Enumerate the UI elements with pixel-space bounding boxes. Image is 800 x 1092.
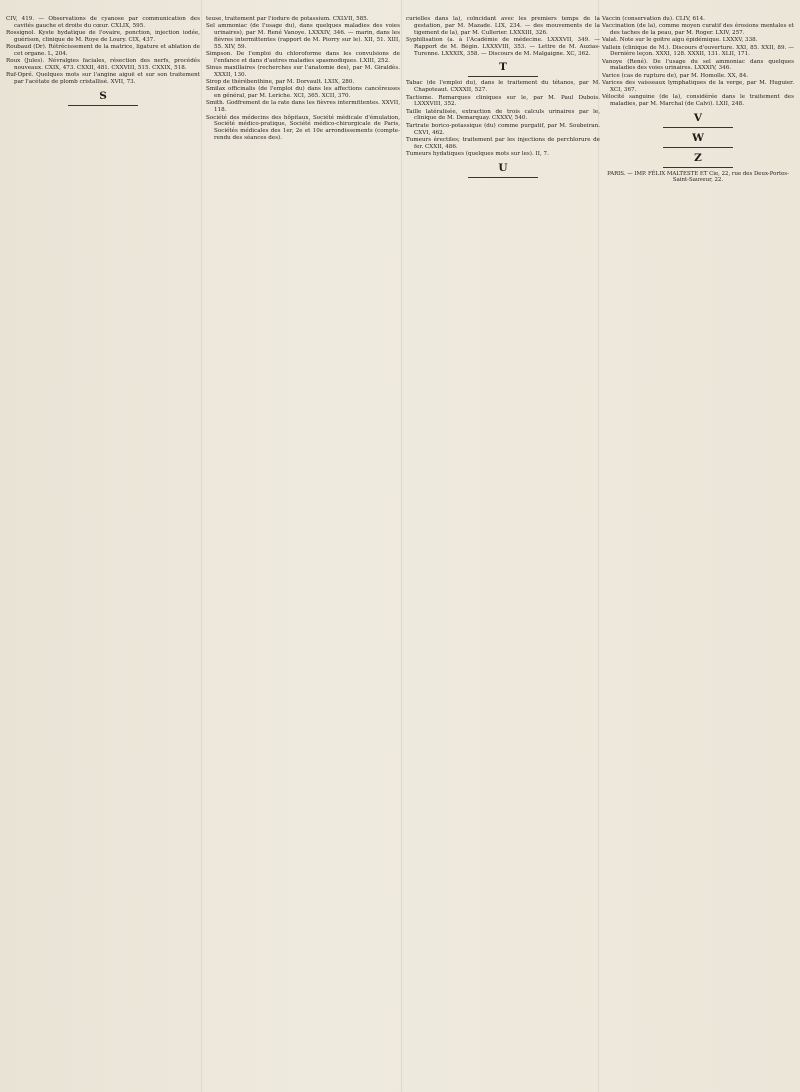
index-entry: Sirop de thérébenthine, par M. Dorvault. LXIX, 280. bbox=[206, 79, 355, 86]
index-entry: teuse, traitement par l'iodure de potassium. CXLVII, 585. bbox=[206, 16, 369, 22]
column-rule bbox=[401, 0, 402, 1092]
section-letter-t: T bbox=[499, 61, 507, 74]
index-entry: Valleix (clinique de M.). Discours d'ouverture. XXI, 85. XXII, 89. — Dernière leçon. XXXI, 128. XXXII, 131. XLII, 171. bbox=[602, 44, 794, 58]
index-entry: Varice (cas de rupture de), par M. Homolle. XX, 84. bbox=[602, 72, 749, 79]
index-entry: Roubaud (Dr). Rétrécissement de la matrice, ligature et ablation de cet organe. L, 204. bbox=[6, 44, 200, 57]
index-entry: Vanoye (René). De l'usage du sel ammoniac dans quelques maladies des voies urinaires. LXXXIV, 346. bbox=[602, 58, 794, 72]
index-column-2 bbox=[206, 16, 400, 1082]
section-letter-w: W bbox=[692, 131, 704, 144]
index-entry: curielles dans la), coïncidant avec les premiers temps de la gestation, par M. Mazade. LIX, 234. — des mouvements de la tigement de la), par M. Cullerier. LXXXIII, 326. bbox=[406, 16, 600, 36]
printer-imprint: PARIS. — IMP. FÉLIX MALTESTE ET Cie, 22, rue des Deux-Portes-Saint-Sauveur, 22. bbox=[607, 170, 789, 184]
index-entry: Vélocité sanguine (de la), considérée dans le traitement des maladies, par M. Marchal (de Calvi). LXII, 248. bbox=[602, 94, 794, 107]
index-entry: Smilax officinalis (de l'emploi du) dans les affections cancéreuses en général, par M. Leriche. XCI, 365. XCII, 370. bbox=[206, 86, 400, 100]
index-entry: Simpson. De l'emploi du chloroforme dans les convulsions de l'enfance et dans d'autres maladies spasmodiques. LXIII, 252. bbox=[206, 51, 400, 64]
index-entry: Rossignol. Kyste hydatique de l'ovaire, ponction, injection iodée, guérison, clinique de M. Roye de Loury. CIX, 437. bbox=[6, 30, 200, 43]
column-rule bbox=[201, 0, 202, 1092]
index-entry: Smith. Godfrement de la rate dans les fièvres intermittentes. XXVII, 118. bbox=[206, 100, 400, 114]
index-entry: Valat. Note sur le goitre aigu épidémique. LXXXV, 338. bbox=[602, 37, 758, 44]
index-entry: Tumeurs hydatiques (quelques mots sur les). II, 7. bbox=[406, 150, 549, 157]
index-entry: Varices des vaisseaux lymphatiques de la verge, par M. Huguier. XCI, 367. bbox=[602, 79, 794, 93]
section-letter-v: V bbox=[693, 111, 703, 124]
index-entry: Taille latéralisée, extraction de trois calculs urinaires par le, clinique de M. Demarquay. CXXXV, 540. bbox=[406, 108, 600, 122]
index-entry: Syphilisation (a. à l'Académie de médecine. LXXXVII, 349. — Rapport de M. Bégin. LXXXVIII, 353. — Lettre de M. Auzias-Turenne. LXXXIX, 358. — Discours de M. Malgaigne. XC, 362. bbox=[406, 36, 600, 57]
section-divider bbox=[663, 147, 733, 148]
index-entry: Vaccin (conservation du). CLIV, 614. bbox=[602, 16, 705, 22]
index-entry: CIV, 419. — Observations de cyanose par communication des cavités gauche et droite du cœur. CXLIX, 595. bbox=[6, 16, 200, 29]
index-column-3 bbox=[406, 16, 600, 1082]
index-entry: Roux (Jules). Névralgies faciales, résection des nerfs, procédés nouveaux. CXIX, 473. CXXII, 481. CXXVIII, 515. CXXIX, 518. bbox=[6, 58, 200, 72]
index-entry: Tartrate borico-potassique (du) comme purgatif, par M. Soubeiran. CXVI, 462. bbox=[406, 122, 600, 136]
section-letter-u: U bbox=[498, 161, 508, 174]
index-entry: Vaccination (de la), comme moyen curatif des érosions mentales et des taches de la peau, par M. Roger. LXIV, 257. bbox=[602, 23, 794, 37]
section-letter-s: S bbox=[99, 90, 107, 102]
index-entry: Tactisme. Remarques cliniques sur le, par M. Paul Dubois. LXXXVIII, 352. bbox=[406, 94, 600, 108]
section-divider bbox=[68, 105, 138, 106]
index-column-4 bbox=[602, 16, 794, 1082]
index-entry: Tabac (de l'emploi du), dans le traitement du tétanos, par M. Chapoteaut. CXXXII, 527. bbox=[406, 80, 600, 94]
index-entry: Tumeurs érectiles; traitement par les injections de perchlorure de fer. CXXII, 486. bbox=[406, 136, 600, 150]
section-divider bbox=[663, 167, 733, 168]
section-divider bbox=[663, 127, 733, 128]
index-column-1 bbox=[6, 16, 200, 1082]
section-divider bbox=[468, 76, 538, 77]
index-entry: Sel ammoniac (de l'usage du), dans quelques maladies des voies urinaires), par M. René Vanoye. LXXXIV, 346. — marin, dans les fièvres intermittentes (rapport de M. Piorry sur le). XII, 51. XIII, 55. XIV, 59. bbox=[206, 23, 400, 50]
index-entry: Société des médecins des hôpitaux, Société médicale d'émulation, Société médico-pratique, Société médico-chirurgicale de Paris, Sociétés médicales des 1er, 2e et 10e arrondissements (compte-rendu des séances des). bbox=[206, 114, 400, 142]
index-entry: Sinus maxillaires (recherches sur l'anatomie des), par M. Giraldès. XXXII, 130. bbox=[206, 65, 400, 78]
section-divider bbox=[468, 177, 538, 178]
section-letter-z: Z bbox=[694, 151, 702, 164]
index-entry: Ruf-Opré. Quelques mots sur l'angine aiguë et sur son traitement par l'acétate de plomb cristallisé. XVII, 73. bbox=[6, 72, 200, 86]
